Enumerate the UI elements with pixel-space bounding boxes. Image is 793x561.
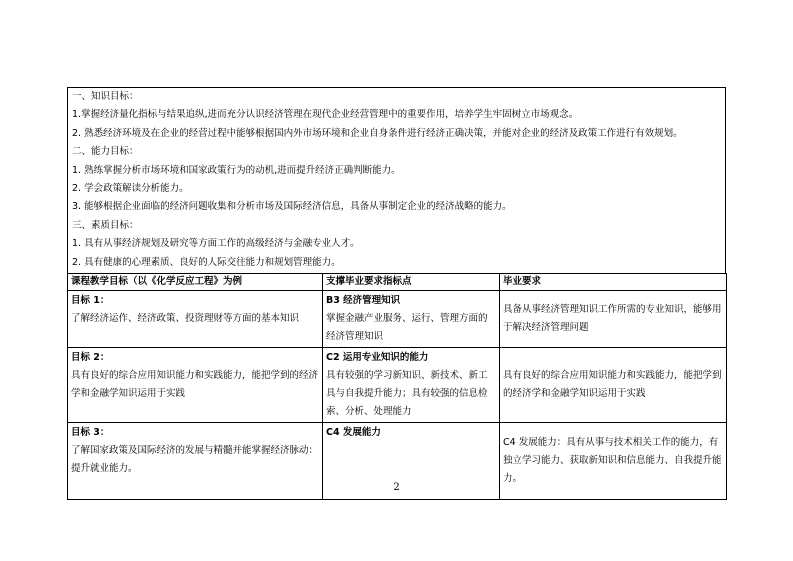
indicator-text: 具有较强的学习新知识、新技术、新工具与自我提升能力；具有较强的信息检索、分析、处理能力	[326, 370, 488, 418]
goal-title: 目标 3：	[71, 427, 110, 439]
goal-cell	[68, 291, 323, 348]
objective-line: 2. 学会政策解读分析能力。	[72, 183, 189, 195]
requirement-text: C4 发展能力：具有从事与技术相关工作的能力，有独立学习能力、获取新知识和信息能力、自我提升能力。	[503, 437, 722, 485]
header-requirement: 毕业要求	[500, 274, 727, 291]
header-course-goal: 课程教学目标（以《化学反应工程》为例	[68, 274, 323, 291]
objective-line: 一、知识目标：	[72, 91, 139, 102]
objective-line: 2. 具有健康的心理素质、良好的人际交往能力和规划管理能力。	[72, 256, 341, 268]
goal-title: 目标 1：	[71, 295, 110, 307]
indicator-cell	[323, 348, 500, 423]
goal-text: 了解经济运作、经济政策、投资理财等方面的基本知识	[71, 313, 300, 325]
indicator-text: 掌握金融产业服务、运行、管理方面的经济管理知识	[326, 313, 488, 343]
requirement-text: 具有良好的综合应用知识能力和实践能力，能把学到的经济学和金融学知识运用于实践	[503, 370, 722, 400]
objective-line: 1. 具有从事经济规划及研究等方面工作的高级经济与金融专业人才。	[72, 238, 360, 250]
goal-cell	[68, 348, 323, 423]
indicator-title: B3 经济管理知识	[326, 295, 401, 307]
table-row	[68, 348, 727, 423]
header-indicator: 支撑毕业要求指标点	[323, 274, 500, 291]
table-row	[68, 291, 727, 348]
objective-line: 3. 能够根据企业面临的经济问题收集和分析市场及国际经济信息，具备从事制定企业的经济战略的能力。	[72, 201, 512, 213]
objective-line: 2. 熟悉经济环境及在企业的经营过程中能够根据国内外市场环境和企业自身条件进行经济正确决策，并能对企业的经济及政策工作进行有效规划。	[72, 127, 683, 139]
page-number: 2	[393, 482, 400, 493]
goal-text: 了解国家政策及国际经济的发展与精髓并能掌握经济脉动：提升就业能力。	[71, 445, 319, 475]
indicator-cell	[323, 291, 500, 348]
table-header-row	[68, 274, 727, 291]
objectives-box	[67, 87, 726, 273]
indicator-title: C2 运用专业知识的能力	[326, 352, 429, 364]
goal-title: 目标 2：	[71, 352, 110, 364]
goals-table	[67, 273, 727, 500]
requirement-text: 具备从事经济管理知识工作所需的专业知识，能够用于解决经济管理问题	[503, 304, 722, 334]
indicator-title: C4 发展能力	[326, 427, 381, 439]
document-frame	[67, 87, 726, 500]
objective-line: 二、能力目标：	[72, 146, 139, 158]
objective-line: 三、素质目标：	[72, 219, 139, 231]
requirement-cell	[500, 291, 727, 348]
requirement-cell	[500, 348, 727, 423]
objective-line: 1. 熟练掌握分析市场环境和国家政策行为的动机,进而提升经济正确判断能力。	[72, 164, 401, 176]
goal-text: 具有良好的综合应用知识能力和实践能力，能把学到的经济学和金融学知识运用于实践	[71, 370, 319, 400]
objective-line: 1.掌握经济量化指标与结果追纵,进而充分认识经济管理在现代企业经营管理中的重要作用，培养学生牢固树立市场观念。	[72, 109, 579, 121]
